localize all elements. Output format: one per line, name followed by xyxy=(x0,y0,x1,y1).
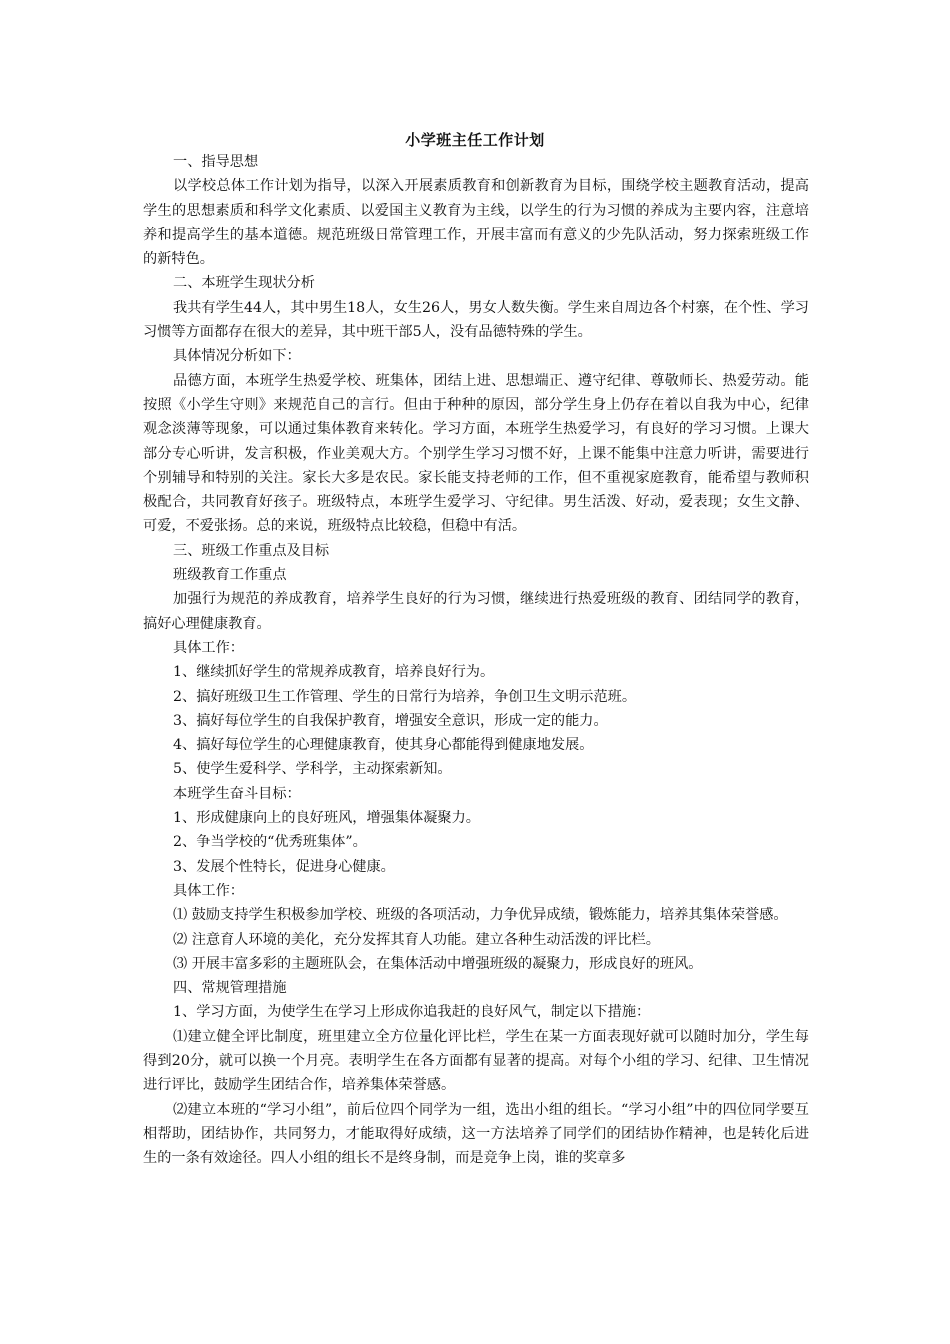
list-item: 2、争当学校的“优秀班集体”。 xyxy=(173,834,367,851)
list-item: 3、发展个性特长，促进身心健康。 xyxy=(173,858,395,875)
section-heading: 四、常规管理措施 xyxy=(173,980,287,997)
document-body xyxy=(143,150,809,1170)
subheading: 本班学生奋斗目标： xyxy=(173,785,301,802)
paragraph: ⑴建立健全评比制度，班里建立全方位量化评比栏，学生在某一方面表现好就可以随时加分，学生每得到20分，就可以换一个月亮。表明学生在各方面都有显著的提高。对每个小组的学习、纪律、卫生情况进行评比，鼓励学生团结合作，培养集体荣誉感。 xyxy=(143,1028,809,1094)
paragraph: ⑵建立本班的“学习小组”，前后位四个同学为一组，选出小组的组长。“学习小组”中的四位同学要互相帮助，团结协作，共同努力，才能取得好成绩，这一方法培养了同学们的团结协作精神，也是转化后进生的一条有效途径。四人小组的组长不是终身制，而是竞争上岗，谁的奖章多 xyxy=(143,1101,809,1167)
list-item: 1、继续抓好学生的常规养成教育，培养良好行为。 xyxy=(173,664,495,681)
subheading: 具体工作： xyxy=(173,639,244,656)
list-item: ⑴ 鼓励支持学生积极参加学校、班级的各项活动，力争优异成绩，锻炼能力，培养其集体荣誉感。 xyxy=(173,907,788,924)
list-item: 3、搞好每位学生的自我保护教育，增强安全意识，形成一定的能力。 xyxy=(173,712,608,729)
paragraph: 我共有学生44人，其中男生18人，女生26人，男女人数失衡。学生来自周边各个村寨，在个性、学习习惯等方面都存在很大的差异，其中班干部5人，没有品德特殊的学生。 xyxy=(143,299,809,341)
list-item: ⑵ 注意育人环境的美化，充分发挥其育人功能。建立各种生动活泼的评比栏。 xyxy=(173,931,660,948)
document-title: 小学班主任工作计划 xyxy=(405,131,545,149)
list-item: 1、形成健康向上的良好班风，增强集体凝聚力。 xyxy=(173,810,480,827)
list-item: 4、搞好每位学生的心理健康教育，使其身心都能得到健康地发展。 xyxy=(173,737,594,754)
paragraph: 加强行为规范的养成教育，培养学生良好的行为习惯，继续进行热爱班级的教育、团结同学的教育，搞好心理健康教育。 xyxy=(143,591,809,632)
section-heading: 一、指导思想 xyxy=(173,154,259,170)
section-heading: 二、本班学生现状分析 xyxy=(173,275,315,292)
subheading: 具体工作： xyxy=(173,882,244,899)
list-item: ⑶ 开展丰富多彩的主题班队会，在集体活动中增强班级的凝聚力，形成良好的班风。 xyxy=(173,955,703,972)
paragraph: 具体情况分析如下： xyxy=(173,348,301,365)
section-heading: 三、班级工作重点及目标 xyxy=(173,542,330,559)
list-item: 2、搞好班级卫生工作管理、学生的日常行为培养，争创卫生文明示范班。 xyxy=(173,688,637,705)
subheading: 班级教育工作重点 xyxy=(173,567,287,584)
paragraph: 1、学习方面，为使学生在学习上形成你追我赶的良好风气，制定以下措施： xyxy=(173,1004,651,1021)
paragraph: 以学校总体工作计划为指导，以深入开展素质教育和创新教育为目标，围绕学校主题教育活动，提高学生的思想素质和科学文化素质、以爱国主义教育为主线，以学生的行为习惯的养成为主要内容，注意培养和提高学生的基本道德。规范班级日常管理工作，开展丰富而有意义的少先队活动，努力探索班级工作的新特色。 xyxy=(143,178,809,268)
list-item: 5、使学生爱科学、学科学，主动探索新知。 xyxy=(173,761,452,778)
paragraph: 品德方面，本班学生热爱学校、班集体，团结上进、思想端正、遵守纪律、尊敬师长、热爱劳动。能按照《小学生守则》来规范自己的言行。但由于种种的原因，部分学生身上仍存在着以自我为中心，纪律观念淡薄等现象，可以通过集体教育来转化。学习方面，本班学生热爱学习，有良好的学习习惯。上课大部分专心听讲，发言积极，作业美观大方。个别学生学习习惯不好，上课不能集中注意力听讲，需要进行个别辅导和特别的关注。家长大多是农民。家长能支持老师的工作，但不重视家庭教育，能希望与教师积极配合，共同教育好孩子。班级特点，本班学生爱学习、守纪律。男生活泼、好动，爱表现；女生文静、可爱，不爱张扬。总的来说，班级特点比较稳，但稳中有活。 xyxy=(143,372,809,535)
